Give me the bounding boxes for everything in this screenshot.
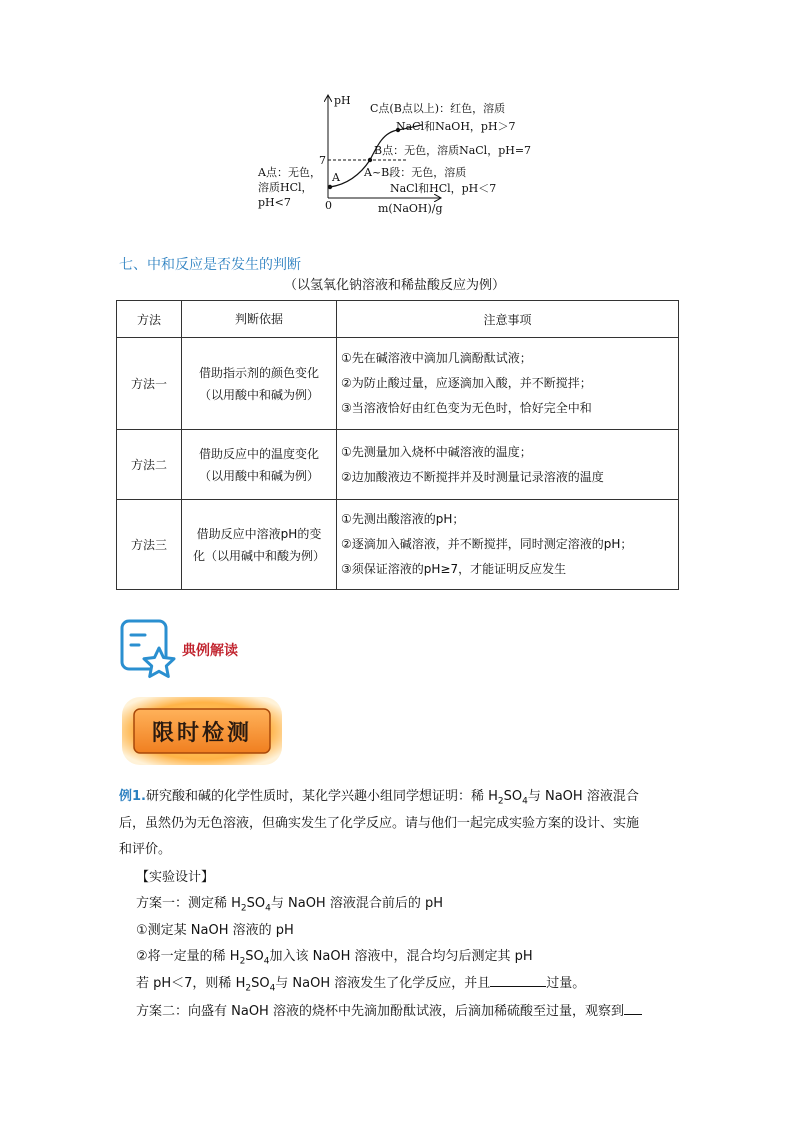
note-item: ①先测量加入烧杯中碱溶液的温度； (341, 444, 532, 459)
table-header-row (117, 301, 679, 338)
label-a-line3: pH<7 (258, 196, 291, 209)
basis-line: 借助指示剂的颜色变化 (198, 365, 319, 380)
section-title: 七、中和反应是否发生的判断 (119, 257, 301, 273)
basis-cell (182, 430, 337, 500)
label-a-line1: A点：无色， (258, 166, 321, 179)
label-c-line2: NaCl和NaOH，pH＞7 (396, 120, 516, 133)
basis-line: （以用酸中和碱为例） (198, 468, 319, 483)
table-row (117, 500, 679, 590)
point-b-dot (368, 158, 372, 162)
step-two: ②将一定量的稀 $H_2SO_4$加入该 NaOH 溶液中，混合均匀后测定其 pH (136, 949, 533, 967)
origin-label: 0 (325, 199, 332, 212)
note-item: ②边加酸液边不断搅拌并及时测量记录溶液的温度 (341, 469, 604, 484)
header-basis: 判断依据 (182, 301, 337, 338)
method-table (116, 300, 679, 590)
note-item: ②逐滴加入碱溶液，并不断搅拌，同时测定溶液的pH； (341, 537, 633, 551)
example-heading: 典例解读 (182, 643, 238, 659)
conclusion-line: 若 pH＜7，则稀 $H_2SO_4$与 NaOH 溶液发生了化学反应，并且 过量。 (136, 976, 586, 994)
label-c-line1: C点(B点以上)：红色，溶质 (370, 102, 506, 115)
table-row (117, 338, 679, 430)
example-line-1: 例1.研究酸和碱的化学性质时，某化学兴趣小组同学想证明：稀 $H_2SO_4$与 NaOH 溶液混合 (119, 789, 639, 807)
basis-line: （以用酸中和碱为例） (198, 387, 319, 402)
banner-shape (122, 697, 282, 765)
note-item: ②为防止酸过量，应逐滴加入酸，并不断搅拌； (341, 376, 592, 390)
table-row (117, 430, 679, 500)
ph-titration-graph (250, 92, 550, 217)
method-cell: 方法一 (117, 338, 182, 430)
basis-cell (182, 500, 337, 590)
note-item: ①先测出酸溶液的pH； (341, 512, 465, 526)
note-item: ①先在碱溶液中滴加几滴酚酞试液； (341, 351, 532, 365)
example-line-3: 和评价。 (119, 842, 172, 857)
notes-cell (337, 430, 679, 500)
example-line-2: 后，虽然仍为无色溶液，但确实发生了化学反应。请与他们一起完成实验方案的设计、实施 (119, 816, 640, 831)
timed-test-banner (122, 697, 282, 765)
basis-line: 借助反应中的温度变化 (198, 446, 319, 461)
notes-cell (337, 500, 679, 590)
point-a-label: A (332, 171, 340, 184)
timed-test-title: 限时检测 (151, 721, 253, 746)
seven-tick: 7 (319, 154, 326, 167)
answer-blank[interactable] (490, 974, 546, 987)
point-a-dot (328, 185, 332, 189)
example-label: 例1. (119, 789, 146, 804)
header-method: 方法 (117, 301, 182, 338)
document-star-icon (119, 618, 179, 680)
label-b: B点：无色，溶质NaCl，pH=7 (374, 144, 532, 157)
label-a-line2: 溶质HCl， (258, 181, 313, 194)
header-notes: 注意事项 (337, 301, 679, 338)
label-ab-line1: A~B段：无色，溶质 (364, 166, 467, 179)
plan-two: 方案二：向盛有 NaOH 溶液的烧杯中先滴加酚酞试液，后滴加稀硫酸至过量，观察到 (136, 1000, 642, 1019)
step-one: ①测定某 NaOH 溶液的 pH (136, 923, 294, 938)
method-cell: 方法二 (117, 430, 182, 500)
answer-blank[interactable] (624, 1002, 642, 1015)
method-cell: 方法三 (117, 500, 182, 590)
basis-line: 化（以用碱中和酸为例） (192, 548, 325, 563)
note-item: ③须保证溶液的pH≥7，才能证明反应发生 (341, 562, 567, 576)
note-item: ③当溶液恰好由红色变为无色时，恰好完全中和 (341, 401, 592, 415)
section-subtitle: （以氢氧化钠溶液和稀盐酸反应为例） (284, 278, 506, 293)
design-heading: 【实验设计】 (136, 870, 215, 885)
y-axis-label: pH (334, 94, 351, 107)
notes-cell (337, 338, 679, 430)
basis-cell (182, 338, 337, 430)
label-ab-line2: NaCl和HCl，pH＜7 (390, 182, 497, 195)
basis-line: 借助反应中溶液pH的变 (196, 526, 322, 541)
x-axis-label: m(NaOH)/g (378, 202, 443, 215)
plan-one: 方案一：测定稀 $H_2SO_4$与 NaOH 溶液混合前后的 pH (136, 896, 443, 914)
